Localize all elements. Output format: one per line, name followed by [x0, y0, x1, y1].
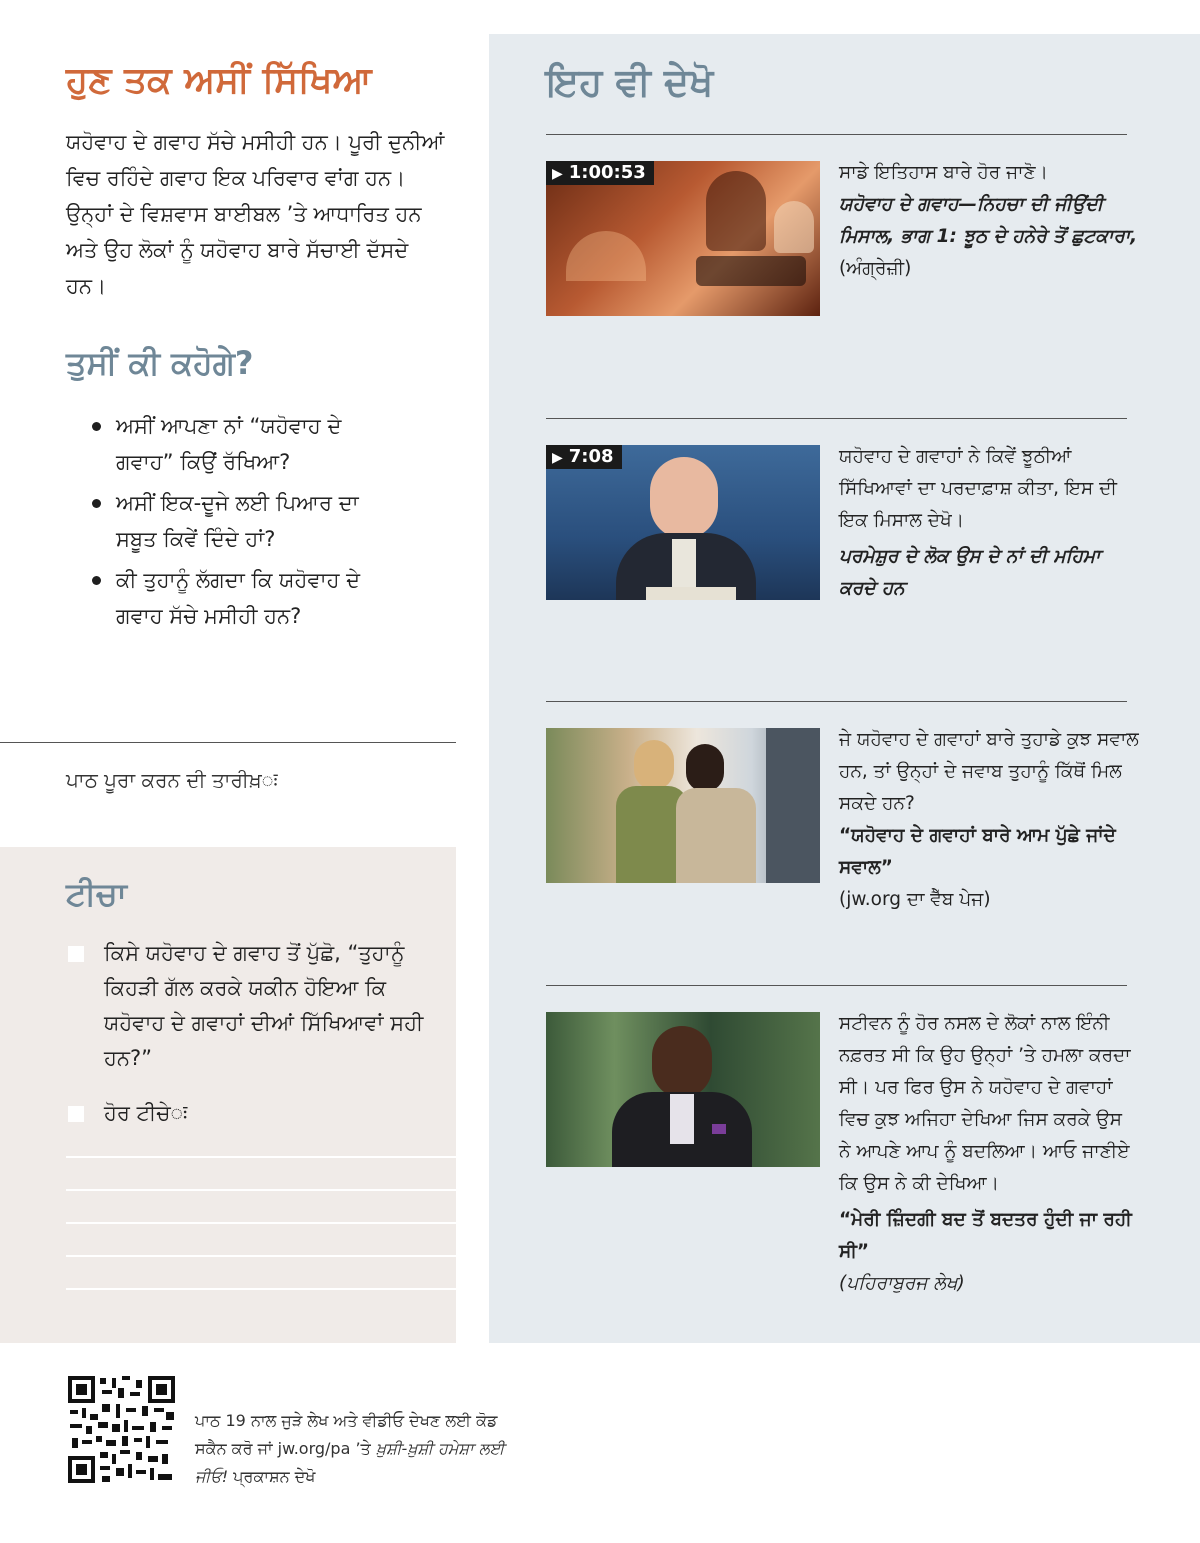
- divider: [546, 985, 1127, 986]
- divider: [0, 742, 456, 743]
- video-link-title[interactable]: ਯਹੋਵਾਹ ਦੇ ਗਵਾਹ—ਨਿਹਚਾ ਦੀ ਜੀਉਂਦੀ ਮਿਸਾਲ, ਭਾਗ 1: ਝੂਠ ਦੇ ਹਨੇਰੇ ਤੋਂ ਛੁਟਕਾਰਾ,: [839, 194, 1138, 247]
- bullet-icon: [92, 499, 101, 508]
- article-link-title[interactable]: “ਮੇਰੀ ਜ਼ਿੰਦਗੀ ਬਦ ਤੋਂ ਬਦਤਰ ਹੁੰਦੀ ਜਾ ਰਹੀ ਸੀ”: [839, 1209, 1132, 1262]
- summary-heading: ਹੁਣ ਤਕ ਅਸੀਂ ਸਿੱਖਿਆ: [66, 60, 372, 101]
- see-also-item-speaker: ਯਹੋਵਾਹ ਦੇ ਗਵਾਹਾਂ ਨੇ ਕਿਵੇਂ ਝੂਠੀਆਂ ਸਿੱਖਿਆਵਾਂ ਦਾ ਪਰਦਾਫ਼ਾਸ਼ ਕੀਤਾ, ਇਸ ਦੀ ਇਕ ਮਿਸਾਲ ਦੇਖੋ। ਪਰਮੇਸ਼ੁਰ ਦੇ ਲੋਕ ਉਸ ਦੇ ਨਾਂ ਦੀ ਮਹਿਮਾ ਕਰਦੇ ਹਨ: [839, 441, 1139, 605]
- qr-code-icon[interactable]: [66, 1374, 177, 1485]
- question-item: ਅਸੀਂ ਇਕ-ਦੂਜੇ ਲਈ ਪਿਆਰ ਦਾ ਸਬੂਤ ਕਿਵੇਂ ਦਿੰਦੇ ਹਾਂ?: [92, 485, 392, 557]
- footer-note: ਪਾਠ 19 ਨਾਲ ਜੁੜੇ ਲੇਖ ਅਤੇ ਵੀਡੀਓ ਦੇਖਣ ਲਈ ਕੋਡ ਸਕੈਨ ਕਰੋ ਜਾਂ jw.org/pa ’ਤੇ ਖ਼ੁਸ਼ੀ-ਖ਼ੁਸ਼ੀ ਹਮੇਸ਼ਾ ਲਈ ਜੀਓ! ਪ੍ਰਕਾਸ਼ਨ ਦੇਖੋ: [195, 1411, 505, 1486]
- see-also-item-steven: ਸਟੀਵਨ ਨੂੰ ਹੋਰ ਨਸਲ ਦੇ ਲੋਕਾਂ ਨਾਲ ਇੰਨੀ ਨਫ਼ਰਤ ਸੀ ਕਿ ਉਹ ਉਨ੍ਹਾਂ ’ਤੇ ਹਮਲਾ ਕਰਦਾ ਸੀ। ਪਰ ਫਿਰ ਉਸ ਨੇ ਯਹੋਵਾਹ ਦੇ ਗਵਾਹਾਂ ਵਿਚ ਕੁਝ ਅਜਿਹਾ ਦੇਖਿਆ ਜਿਸ ਕਰਕੇ ਉਸ ਨੇ ਆਪਣੇ ਆਪ ਨੂੰ ਬਦਲਿਆ। ਆਓ ਜਾਣੀਏ ਕਿ ਉਸ ਨੇ ਕੀ ਦੇਖਿਆ। “ਮੇਰੀ ਜ਼ਿੰਦਗੀ ਬਦ ਤੋਂ ਬਦਤਰ ਹੁੰਦੀ ਜਾ ਰਹੀ ਸੀ” (ਪਹਿਰਾਬੁਰਜ ਲੇਖ): [839, 1008, 1139, 1300]
- video-duration-badge: ▶ 7:08: [546, 445, 622, 469]
- article-link-title[interactable]: “ਯਹੋਵਾਹ ਦੇ ਗਵਾਹਾਂ ਬਾਰੇ ਆਮ ਪੁੱਛੇ ਜਾਂਦੇ ਸਵਾਲ”: [839, 825, 1116, 878]
- completion-date-label: ਪਾਠ ਪੂਰਾ ਕਰਨ ਦੀ ਤਾਰੀਖ਼ः: [66, 768, 278, 792]
- video-link-title[interactable]: ਪਰਮੇਸ਼ੁਰ ਦੇ ਲੋਕ ਉਸ ਦੇ ਨਾਂ ਦੀ ਮਹਿਮਾ ਕਰਦੇ ਹਨ: [839, 546, 1101, 599]
- write-line[interactable]: [66, 1189, 456, 1191]
- bullet-icon: [92, 422, 101, 431]
- questions-list: [92, 408, 392, 639]
- video-thumbnail-speaker[interactable]: [546, 445, 820, 600]
- other-goals: ਹੋਰ ਟੀਚੇः: [66, 1096, 426, 1131]
- write-line[interactable]: [66, 1156, 456, 1158]
- image-door-to-door: [546, 728, 820, 883]
- goal-heading: ਟੀਚਾ: [66, 875, 127, 913]
- write-line[interactable]: [66, 1255, 456, 1257]
- see-also-heading: ਇਹ ਵੀ ਦੇਖੋ: [546, 60, 714, 104]
- play-icon: ▶: [552, 166, 563, 182]
- video-duration-badge: ▶ 1:00:53: [546, 161, 654, 185]
- image-steven: [546, 1012, 820, 1167]
- question-item: ਅਸੀਂ ਆਪਣਾ ਨਾਂ “ਯਹੋਵਾਹ ਦੇ ਗਵਾਹ” ਕਿਉਂ ਰੱਖਿਆ?: [92, 408, 392, 480]
- video-thumbnail-history[interactable]: [546, 161, 820, 316]
- goal-task: ਕਿਸੇ ਯਹੋਵਾਹ ਦੇ ਗਵਾਹ ਤੋਂ ਪੁੱਛੋ, “ਤੁਹਾਨੂੰ ਕਿਹੜੀ ਗੱਲ ਕਰਕੇ ਯਕੀਨ ਹੋਇਆ ਕਿ ਯਹੋਵਾਹ ਦੇ ਗਵਾਹਾਂ ਦੀਆਂ ਸਿੱਖਿਆਵਾਂ ਸਹੀ ਹਨ?”: [66, 936, 426, 1076]
- see-also-item-faq: ਜੇ ਯਹੋਵਾਹ ਦੇ ਗਵਾਹਾਂ ਬਾਰੇ ਤੁਹਾਡੇ ਕੁਝ ਸਵਾਲ ਹਨ, ਤਾਂ ਉਨ੍ਹਾਂ ਦੇ ਜਵਾਬ ਤੁਹਾਨੂੰ ਕਿੱਥੋਂ ਮਿਲ ਸਕਦੇ ਹਨ? “ਯਹੋਵਾਹ ਦੇ ਗਵਾਹਾਂ ਬਾਰੇ ਆਮ ਪੁੱਛੇ ਜਾਂਦੇ ਸਵਾਲ” (jw.org ਦਾ ਵੈੱਬ ਪੇਜ): [839, 729, 1139, 910]
- questions-heading: ਤੁਸੀਂ ਕੀ ਕਹੋਗੇ?: [66, 344, 254, 382]
- question-item: ਕੀ ਤੁਹਾਨੂੰ ਲੱਗਦਾ ਕਿ ਯਹੋਵਾਹ ਦੇ ਗਵਾਹ ਸੱਚੇ ਮਸੀਹੀ ਹਨ?: [92, 562, 392, 634]
- bullet-icon: [92, 576, 101, 585]
- publication-title[interactable]: ਖ਼ੁਸ਼ੀ-ਖ਼ੁਸ਼ੀ ਹਮੇਸ਼ਾ ਲਈ ਜੀਓ!: [195, 1439, 505, 1486]
- goal-checkbox[interactable]: [68, 946, 84, 962]
- play-icon: ▶: [552, 450, 563, 466]
- divider: [546, 418, 1127, 419]
- divider: [546, 134, 1127, 135]
- divider: [546, 701, 1127, 702]
- write-line[interactable]: [66, 1222, 456, 1224]
- goal-box: [0, 847, 456, 1343]
- other-goals-checkbox[interactable]: [68, 1106, 84, 1122]
- summary-text: ਯਹੋਵਾਹ ਦੇ ਗਵਾਹ ਸੱਚੇ ਮਸੀਹੀ ਹਨ। ਪੂਰੀ ਦੁਨੀਆਂ ਵਿਚ ਰਹਿੰਦੇ ਗਵਾਹ ਇਕ ਪਰਿਵਾਰ ਵਾਂਗ ਹਨ। ਉਨ੍ਹਾਂ ਦੇ ਵਿਸ਼ਵਾਸ ਬਾਈਬਲ ’ਤੇ ਆਧਾਰਿਤ ਹਨ ਅਤੇ ਉਹ ਲੋਕਾਂ ਨੂੰ ਯਹੋਵਾਹ ਬਾਰੇ ਸੱਚਾਈ ਦੱਸਦੇ ਹਨ।: [66, 130, 445, 298]
- write-line[interactable]: [66, 1288, 456, 1290]
- see-also-item-history: ਸਾਡੇ ਇਤਿਹਾਸ ਬਾਰੇ ਹੋਰ ਜਾਣੋ। ਯਹੋਵਾਹ ਦੇ ਗਵਾਹ—ਨਿਹਚਾ ਦੀ ਜੀਉਂਦੀ ਮਿਸਾਲ, ਭਾਗ 1: ਝੂਠ ਦੇ ਹਨੇਰੇ ਤੋਂ ਛੁਟਕਾਰਾ, (ਅੰਗ੍ਰੇਜ਼ੀ): [839, 162, 1138, 279]
